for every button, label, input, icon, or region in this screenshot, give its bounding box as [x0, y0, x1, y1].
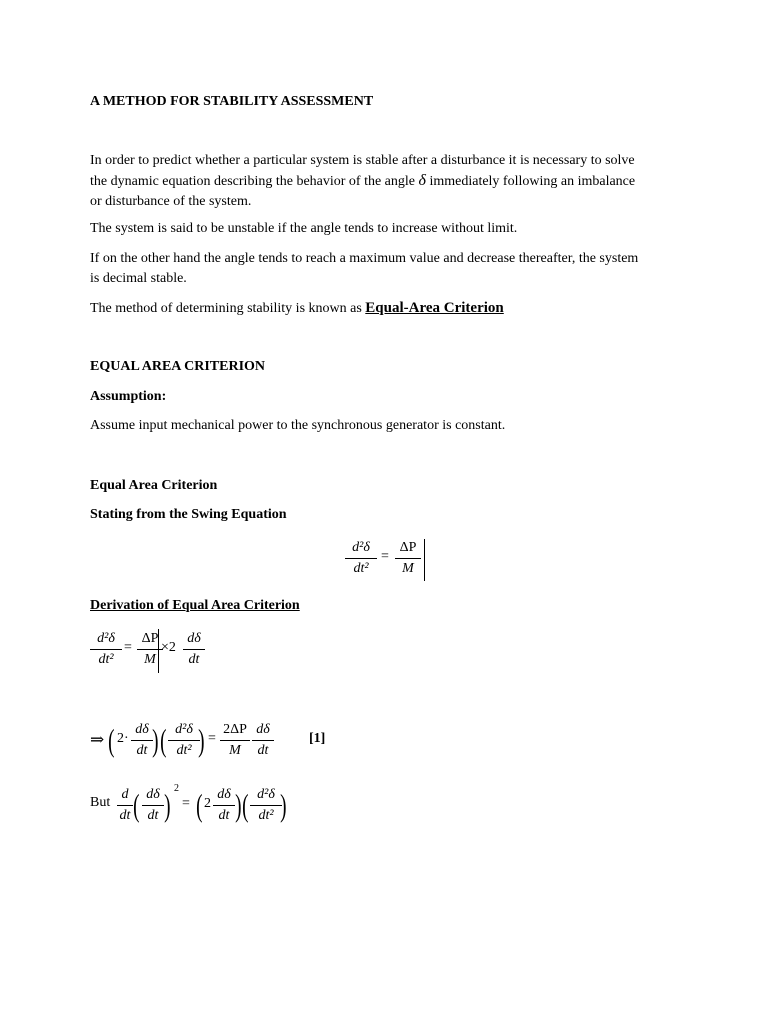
equal-area-criterion-link: Equal-Area Criterion	[365, 300, 504, 316]
intro-line-2: the dynamic equation describing the behavior of the angle δ immediately following an imbalance	[90, 172, 636, 189]
assumption-heading: Assumption:	[90, 389, 167, 404]
stable-paragraph: If on the other hand the angle tends to reach a maximum value and decrease thereafter, the system is decimal stable.	[90, 251, 639, 286]
assumption-text: Assume input mechanical power to the synchronous generator is constant.	[90, 418, 506, 433]
derivation-equation-3: But d dt ( dδ dt ) 2 = ( 2 dδ dt ) ( d²δ dt² )	[90, 783, 287, 823]
derivation-heading: Derivation of Equal Area Criterion	[90, 598, 300, 613]
derivation-equation-1: d²δ dt² = ΔP M ×2 dδ dt	[90, 629, 220, 675]
derivation-equation-2: ⇒ ( 2· dδ dt ) ( d²δ dt² ) = 2ΔP M dδ dt [1]	[90, 722, 326, 758]
intro-line-1: In order to predict whether a particular system is stable after a disturbance it is necessary to solve	[90, 153, 635, 168]
delta-symbol: δ	[418, 172, 426, 189]
section-heading: EQUAL AREA CRITERION	[90, 359, 266, 374]
page-title: A METHOD FOR STABILITY ASSESSMENT	[90, 94, 374, 109]
unstable-paragraph: The system is said to be unstable if the angle tends to increase without limit.	[90, 221, 518, 236]
method-paragraph: The method of determining stability is known as Equal-Area Criterion	[90, 300, 504, 316]
subheading-equal-area: Equal Area Criterion	[90, 478, 218, 493]
equation-reference-1: [1]	[309, 731, 326, 746]
swing-equation: d²δ dt² = ΔP M	[345, 538, 435, 584]
intro-line-3: or disturbance of the system.	[90, 194, 252, 209]
subheading-swing-equation: Stating from the Swing Equation	[90, 507, 287, 522]
intro-paragraph	[90, 151, 690, 212]
